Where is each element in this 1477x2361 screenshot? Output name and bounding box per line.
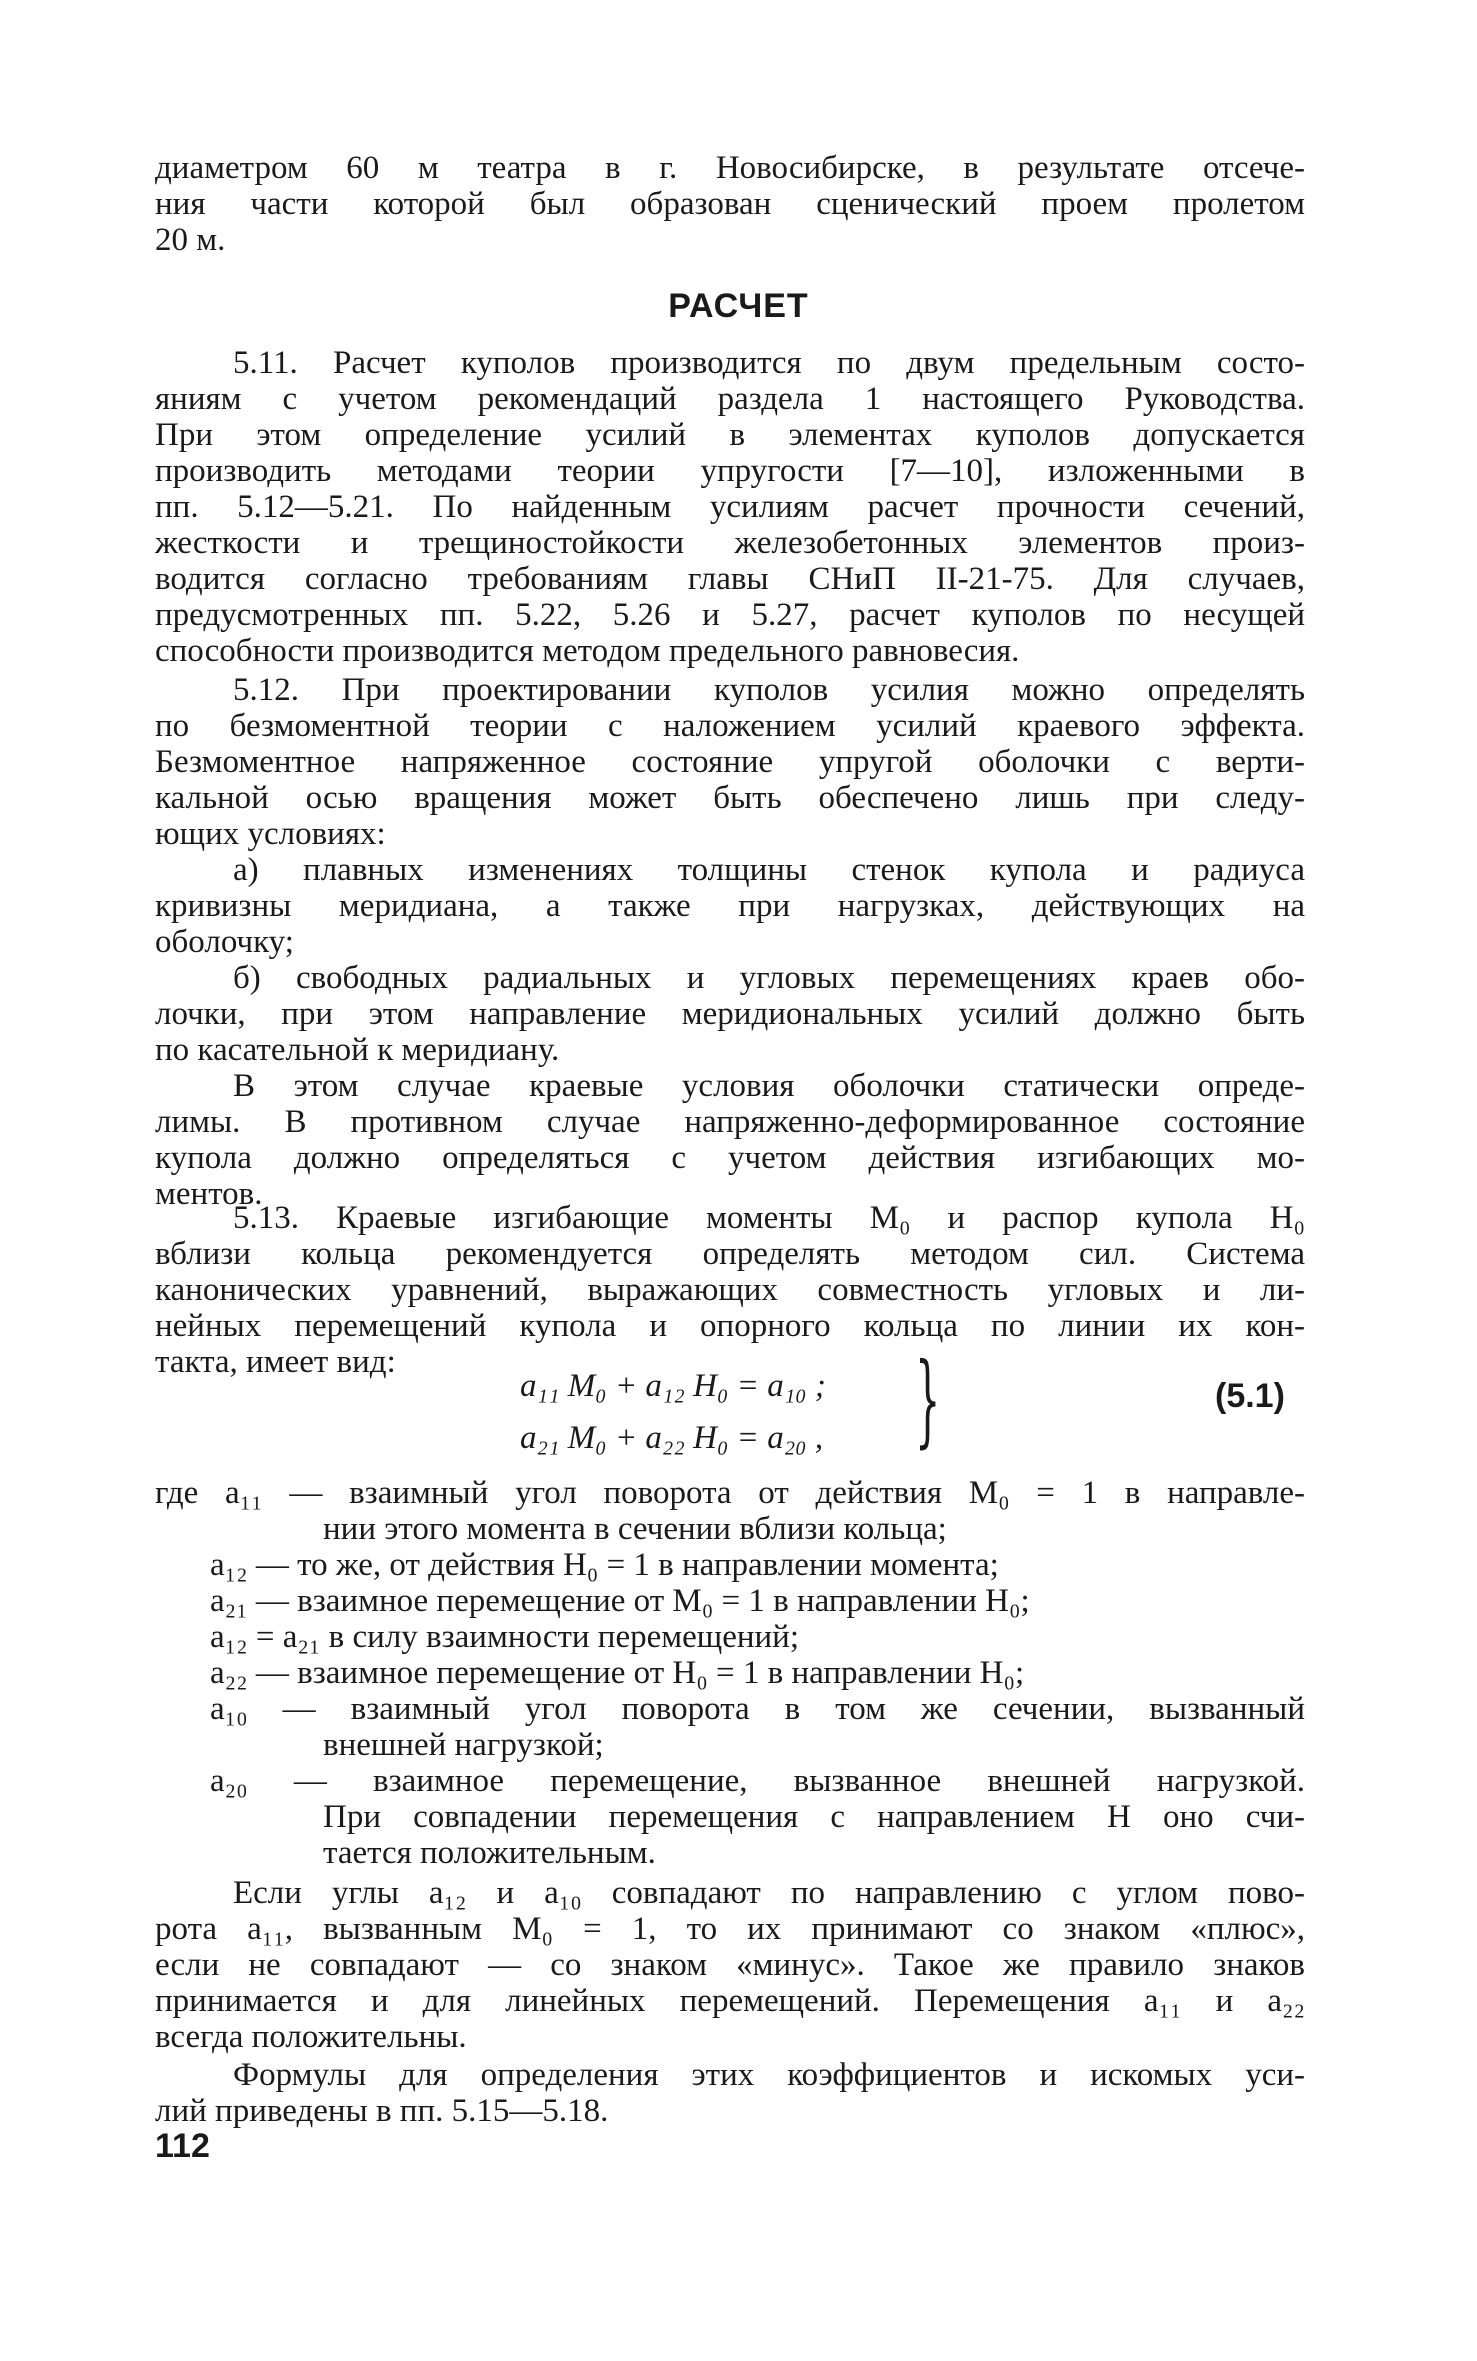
text-line: вблизи кольца рекомендуется определять методом сил. Система bbox=[155, 1236, 1305, 1272]
text-line: кальной осью вращения может быть обеспечено лишь при следу- bbox=[155, 780, 1305, 816]
text-line: если не совпадают — со знаком «минус». Такое же правило знаков bbox=[155, 1947, 1305, 1983]
text-line: 5.13. Краевые изгибающие моменты M₀ и распор купола H₀ bbox=[233, 1200, 1305, 1236]
text-line: б) свободных радиальных и угловых перемещениях краев обо- bbox=[233, 960, 1305, 996]
equation-brace: } bbox=[915, 1341, 941, 1458]
text-line: принимается и для линейных перемещений. Перемещения a₁₁ и a₂₂ bbox=[155, 1983, 1305, 2019]
text-line: лий приведены в пп. 5.15—5.18. bbox=[155, 2093, 609, 2129]
list-item-a bbox=[155, 852, 1305, 960]
definition-a10: a₁₀ — взаимный угол поворота в том же сечении, вызванный bbox=[210, 1691, 1305, 1727]
text-line: нейных перемещений купола и опорного кольца по линии их кон- bbox=[155, 1308, 1305, 1344]
text-line: купола должно определяться с учетом действия изгибающих мо- bbox=[155, 1140, 1305, 1176]
definition-continuation: нии этого момента в сечении вблизи кольца; bbox=[323, 1511, 947, 1547]
text-line: а) плавных изменениях толщины стенок купола и радиуса bbox=[233, 852, 1305, 888]
paragraph-5-11 bbox=[155, 345, 1305, 669]
text-line: жесткости и трещиностойкости железобетонных элементов произ- bbox=[155, 525, 1305, 561]
equation-number: (5.1) bbox=[1215, 1377, 1285, 1415]
paragraph-case bbox=[155, 1068, 1305, 1212]
paragraph-5-13 bbox=[155, 1200, 1305, 1380]
text-line: 5.12. При проектировании куполов усилия можно определять bbox=[233, 672, 1305, 708]
definition-continuation: При совпадении перемещения с направлением H оно счи- bbox=[323, 1799, 1305, 1835]
text-line: рота a₁₁, вызванным M₀ = 1, то их принимают со знаком «плюс», bbox=[155, 1911, 1305, 1947]
definition-a21: a₂₁ — взаимное перемещение от M₀ = 1 в направлении H₀; bbox=[210, 1583, 1030, 1619]
text-line: по безмоментной теории с наложением усилий краевого эффекта. bbox=[155, 708, 1305, 744]
text-line: ментов. bbox=[155, 1176, 263, 1212]
list-item-b bbox=[155, 960, 1305, 1068]
definition-a22: a₂₂ — взаимное перемещение от H₀ = 1 в направлении H₀; bbox=[210, 1655, 1025, 1691]
definition-a12: a₁₂ — то же, от действия H₀ = 1 в направлении момента; bbox=[210, 1547, 999, 1583]
paragraph-signs bbox=[155, 1875, 1305, 2055]
definition-continuation: внешней нагрузкой; bbox=[323, 1727, 604, 1763]
text-line: Если углы a₁₂ и a₁₀ совпадают по направлению с углом пово- bbox=[233, 1875, 1305, 1911]
text-line: по касательной к меридиану. bbox=[155, 1032, 560, 1068]
text-line: предусмотренных пп. 5.22, 5.26 и 5.27, расчет куполов по несущей bbox=[155, 597, 1305, 633]
text-line: кривизны меридиана, а также при нагрузках, действующих на bbox=[155, 888, 1305, 924]
paragraph-formulas bbox=[155, 2057, 1305, 2129]
text-line: яниям с учетом рекомендаций раздела 1 настоящего Руководства. bbox=[155, 381, 1305, 417]
text-line: производить методами теории упругости [7—10], изложенными в bbox=[155, 453, 1305, 489]
text-line: 20 м. bbox=[155, 222, 226, 258]
text-line: диаметром 60 м театра в г. Новосибирске, в результате отсече- bbox=[155, 150, 1305, 186]
text-line: водится согласно требованиям главы СНиП II-21-75. Для случаев, bbox=[155, 561, 1305, 597]
text-line: ния части которой был образован сценический проем пролетом bbox=[155, 186, 1305, 222]
definition-continuation: тается положительным. bbox=[323, 1835, 656, 1871]
text-line: оболочку; bbox=[155, 924, 294, 960]
text-line: лимы. В противном случае напряженно-деформированное состояние bbox=[155, 1104, 1305, 1140]
text-line: В этом случае краевые условия оболочки статически опреде- bbox=[233, 1068, 1305, 1104]
text-line: канонических уравнений, выражающих совместность угловых и ли- bbox=[155, 1272, 1305, 1308]
definition-a12-a21: a₁₂ = a₂₁ в силу взаимности перемещений; bbox=[210, 1619, 799, 1655]
intro-paragraph bbox=[155, 150, 1305, 258]
text-line: способности производится методом предельного равновесия. bbox=[155, 633, 1020, 669]
text-line: Безмоментное напряженное состояние упругой оболочки с верти- bbox=[155, 744, 1305, 780]
page-number: 112 bbox=[155, 2127, 210, 2165]
definitions-list bbox=[155, 1475, 1305, 1871]
text-line: При этом определение усилий в элементах куполов допускается bbox=[155, 417, 1305, 453]
equation-1: a₁₁ M₀ + a₁₂ H₀ = a₁₀ ; bbox=[520, 1368, 826, 1404]
definition-a20: a₂₀ — взаимное перемещение, вызванное внешней нагрузкой. bbox=[210, 1763, 1305, 1799]
text-line: пп. 5.12—5.21. По найденным усилиям расчет прочности сечений, bbox=[155, 489, 1305, 525]
paragraph-5-12 bbox=[155, 672, 1305, 852]
text-line: такта, имеет вид: bbox=[155, 1344, 396, 1380]
section-title: РАСЧЕТ bbox=[668, 287, 809, 325]
definition-a11: где a₁₁ — взаимный угол поворота от действия M₀ = 1 в направле- bbox=[155, 1475, 1305, 1511]
text-line: лочки, при этом направление меридиональных усилий должно быть bbox=[155, 996, 1305, 1032]
text-line: ющих условиях: bbox=[155, 816, 386, 852]
equation-2: a₂₁ M₀ + a₂₂ H₀ = a₂₀ , bbox=[520, 1420, 824, 1456]
text-line: всегда положительны. bbox=[155, 2019, 467, 2055]
text-line: Формулы для определения этих коэффициентов и искомых уси- bbox=[233, 2057, 1305, 2093]
text-line: 5.11. Расчет куполов производится по двум предельным состо- bbox=[233, 345, 1305, 381]
